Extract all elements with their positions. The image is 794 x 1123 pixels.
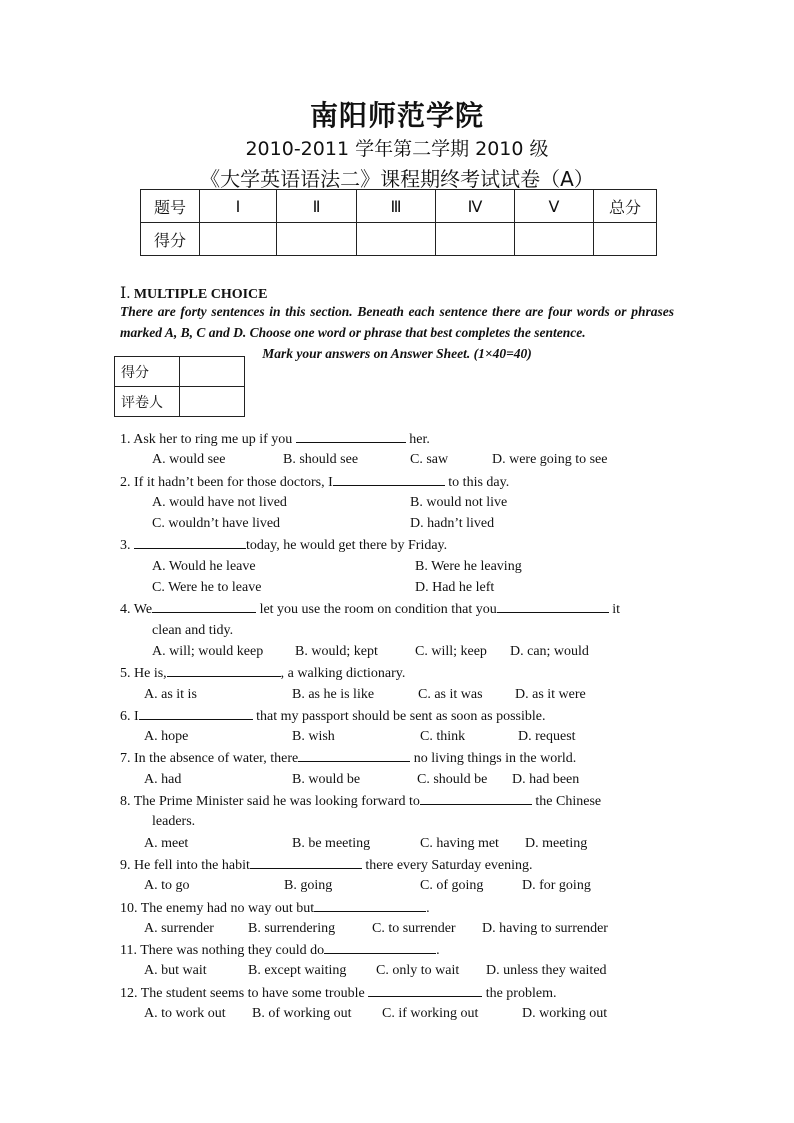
question-text: 9. He fell into the habit [120,857,250,873]
answer-blank[interactable] [298,747,410,762]
section-title: MULTIPLE CHOICE [133,287,268,302]
option[interactable]: D. hadn’t lived [410,516,495,532]
option-row [120,641,676,662]
answer-blank[interactable] [134,534,246,549]
question-text: 2. If it hadn’t been for those doctors, I [120,474,333,490]
score-input-cell[interactable] [436,223,515,256]
option[interactable]: D. had been [512,771,580,787]
option-row [120,492,676,513]
question-text: 7. In the absence of water, there [120,751,299,767]
answer-blank[interactable] [420,790,532,805]
option[interactable]: D. request [518,729,576,745]
option[interactable]: A. to work out [144,1006,226,1022]
question-text: clean and tidy. [152,622,234,638]
answer-blank[interactable] [250,854,362,869]
score-cell: Ⅳ [436,190,515,223]
question-stem [120,471,676,492]
option[interactable]: C. will; keep [415,643,487,659]
option[interactable]: A. had [144,771,182,787]
question-stem [120,982,676,1003]
option-row [120,960,676,981]
question-text: 11. There was nothing they could do [120,943,325,959]
option[interactable]: D. working out [522,1006,608,1022]
grader-name-label: 评卷人 [115,387,180,417]
option[interactable]: C. as it was [418,686,483,702]
option[interactable]: C. Were he to leave [152,580,262,596]
question-text: leaders. [152,814,196,830]
question-text: that my passport should be sent as soon as possible. [252,708,546,724]
question-stem [120,897,676,918]
grader-score-label: 得分 [115,357,180,387]
option[interactable]: C. only to wait [376,963,460,979]
option-row [120,769,676,790]
option[interactable]: B. should see [283,452,359,468]
answer-blank[interactable] [368,982,482,997]
option[interactable]: A. surrender [144,920,214,936]
option-row [120,684,676,705]
question-stem-continued [120,620,676,641]
question-text: to this day. [444,474,510,490]
answer-blank[interactable] [139,705,253,720]
option-row [120,726,676,747]
question-stem [120,598,676,619]
question-stem [120,662,676,683]
option-row [120,875,676,896]
answer-blank[interactable] [497,598,609,613]
option[interactable]: A. would see [152,452,226,468]
option[interactable]: A. but wait [144,963,207,979]
score-cell: 题号 [141,190,200,223]
question-text: 8. The Prime Minister said he was looking forward to [120,794,420,810]
option[interactable]: A. as it is [144,686,197,702]
option-row [120,449,676,470]
option[interactable]: A. will; would keep [152,643,264,659]
question-text: 3. [120,538,134,554]
option[interactable]: B. wish [292,729,335,745]
option[interactable]: B. be meeting [292,835,371,851]
question-text: today, he would get there by Friday. [246,538,448,554]
option[interactable]: C. to surrender [372,920,456,936]
option[interactable]: C. wouldn’t have lived [152,516,281,532]
question-text: the problem. [482,985,557,1001]
question-text: her. [405,432,430,447]
option[interactable]: B. would not live [410,494,508,510]
question-text: 5. He is, [120,666,167,682]
question-text: , a walking dictionary. [280,666,406,682]
option[interactable]: C. of going [420,878,484,894]
course-title: 《大学英语语法二》课程期终考试试卷（A） [200,167,594,191]
option-row [120,556,676,577]
question-stem [120,534,676,555]
option[interactable]: D. Had he left [415,580,495,596]
score-table [140,189,657,256]
question-text: 10. The enemy had no way out but [120,900,315,916]
score-input-cell[interactable] [594,223,657,256]
option[interactable]: C. should be [417,771,488,787]
score-input-cell[interactable] [357,223,436,256]
question-text: let you use the room on condition that you [256,602,497,618]
instructions-text: There are forty sentences in this section. Beneath each sentence there are four words or phrases marked A, B, C and D. Choose one word or phrase that best completes the sentence. [120,304,674,340]
option[interactable]: D. for going [522,878,591,894]
option[interactable]: D. as it were [515,686,586,702]
score-cell: 总分 [594,190,657,223]
question-text: 12. The student seems to have some trouble [120,985,369,1001]
option[interactable]: B. would be [292,771,361,787]
score-row-label: 得分 [141,223,200,256]
question-text: the Chinese [531,794,602,810]
option-row [120,1003,676,1024]
question-text: there every Saturday evening. [361,857,533,873]
question-text: . [426,900,430,916]
answer-blank[interactable] [314,897,426,912]
answer-blank[interactable] [167,662,281,677]
option[interactable]: C. if working out [382,1006,479,1022]
option[interactable]: D. unless they waited [486,963,607,979]
score-input-cell[interactable] [200,223,277,256]
option[interactable]: A. meet [144,835,189,851]
option[interactable]: B. would; kept [295,643,378,659]
option-row [120,918,676,939]
question-stem [120,705,676,726]
option-row [120,833,676,854]
grader-name-cell[interactable] [180,387,245,417]
option[interactable]: A. hope [144,729,189,745]
option[interactable]: B. as he is like [292,686,375,702]
instructions-note: Mark your answers on Answer Sheet. (1×40=40) [262,346,532,361]
term-line: 2010-2011 学年第二学期 2010 级 [245,138,549,160]
question-stem [120,854,676,875]
score-cell: Ⅰ [200,190,277,223]
section-instructions [120,301,674,364]
score-cell: Ⅲ [357,190,436,223]
option-row [120,577,676,598]
question-stem [120,790,676,811]
score-cell: Ⅴ [515,190,594,223]
question-text: 6. I [120,708,139,724]
option[interactable]: B. Were he leaving [415,558,522,574]
school-name: 南阳师范学院 [309,99,484,132]
option[interactable]: C. think [420,729,466,745]
grader-table [114,356,245,417]
answer-blank[interactable] [296,428,406,443]
question-text: 4. We [120,602,153,618]
answer-blank[interactable] [324,939,436,954]
option[interactable]: D. having to surrender [482,920,608,936]
question-stem [120,939,676,960]
option[interactable]: D. can; would [510,643,589,659]
option-row [120,513,676,534]
score-input-cell[interactable] [277,223,357,256]
answer-blank[interactable] [333,471,445,486]
option[interactable]: C. having met [420,835,499,851]
option[interactable]: B. except waiting [248,963,347,979]
question-stem-continued [120,811,676,832]
question-text: . [436,943,440,959]
option[interactable]: A. would have not lived [152,494,287,510]
option[interactable]: B. surrendering [248,920,336,936]
section-number: Ⅰ. [120,285,131,302]
option[interactable]: A. to go [144,878,190,894]
question-text: 1. Ask her to ring me up if you [120,432,296,447]
score-input-cell[interactable] [515,223,594,256]
grader-score-cell[interactable] [180,357,245,387]
question-stem [120,428,676,449]
option[interactable]: D. meeting [525,835,588,851]
score-table-header-row [141,190,657,223]
question-text: it [608,602,621,618]
option[interactable]: A. Would he leave [152,558,256,574]
question-text: no living things in the world. [410,751,577,767]
score-table-score-row [141,223,657,256]
question-stem [120,747,676,768]
option[interactable]: B. of working out [252,1006,352,1022]
option[interactable]: D. were going to see [492,452,608,468]
option[interactable]: C. saw [410,452,449,468]
section-heading [120,283,268,303]
question-list [120,428,676,1024]
answer-blank[interactable] [152,598,256,613]
score-cell: Ⅱ [277,190,357,223]
option[interactable]: B. going [284,878,333,894]
